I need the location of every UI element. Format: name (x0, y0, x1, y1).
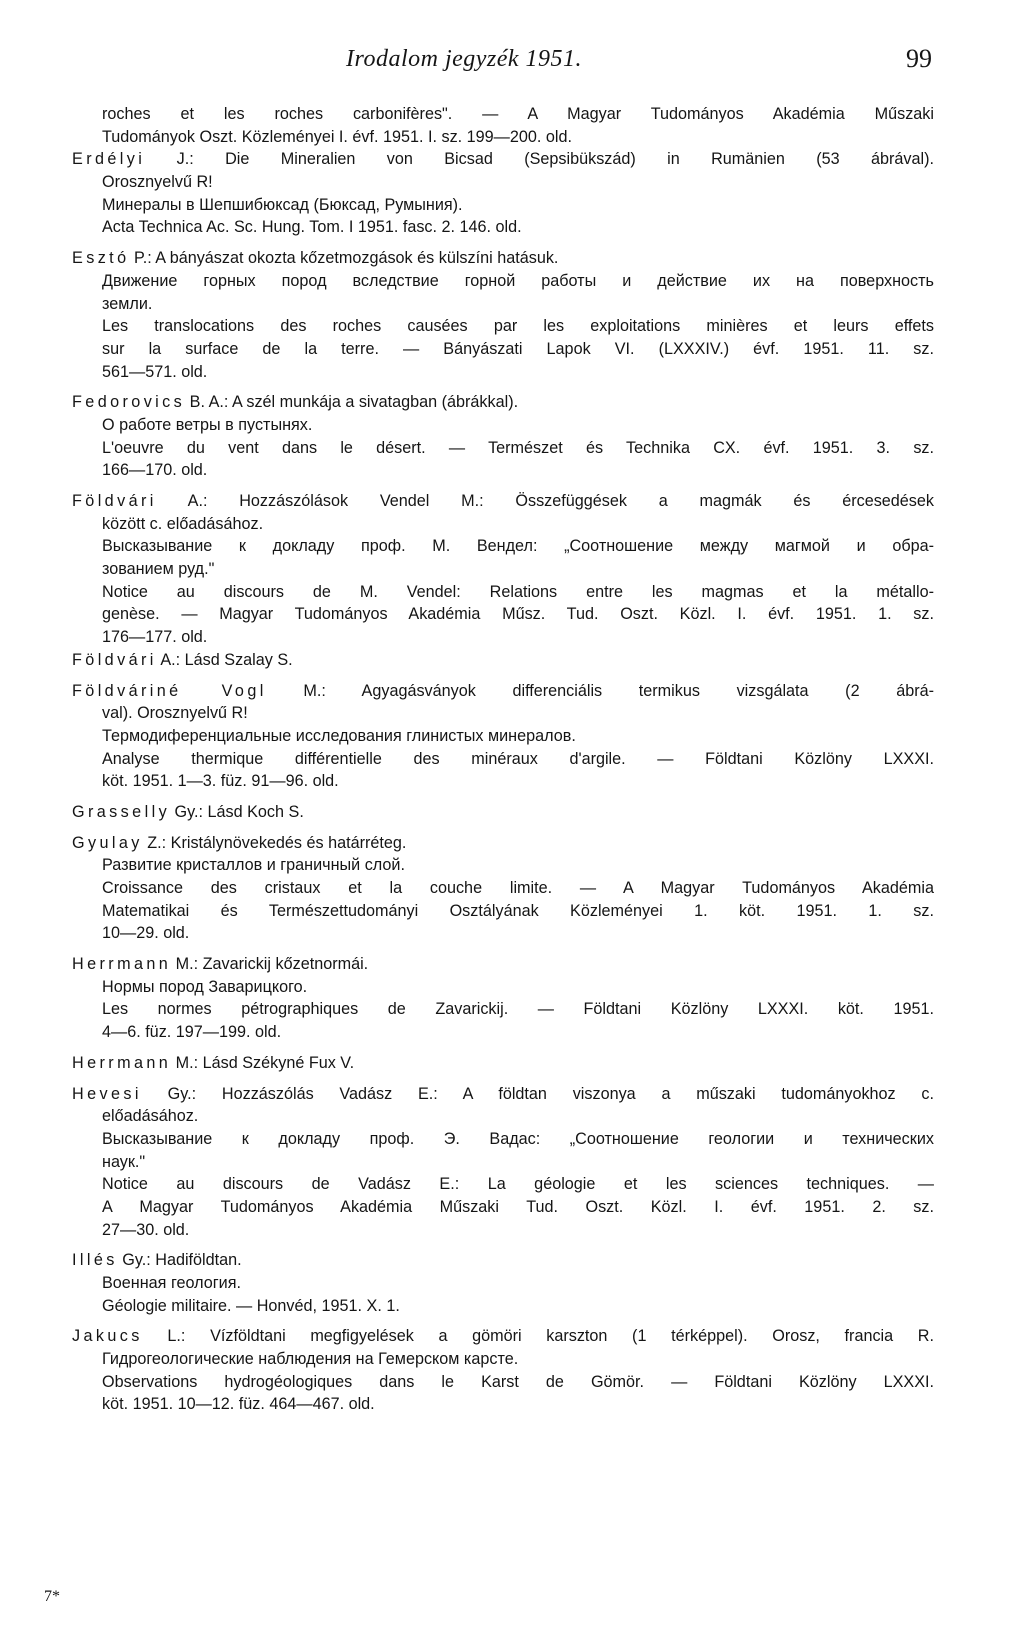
entry-text: Развитие кристаллов и граничный слой. (102, 856, 405, 875)
entry-line (72, 900, 934, 923)
entry-first-line (72, 801, 934, 824)
entry-text: наук." (102, 1152, 146, 1171)
entry-text: 166—170. old. (102, 461, 208, 480)
entry-text: P.: A bányászat okozta kőzetmozgások és külszíni hatásuk. (129, 249, 559, 268)
entry-line (72, 748, 934, 771)
author-name: Fedorovics (72, 393, 186, 412)
entry-line (72, 293, 934, 316)
author-name: Jakucs (72, 1327, 143, 1346)
entry-text: Notice au discours de M. Vendel: Relations entre les magmas et la métallo- (102, 582, 934, 601)
entry-line (72, 702, 934, 725)
entry-gap (72, 1241, 934, 1249)
author-name: Földváriné Vogl (72, 681, 267, 700)
entry-text: Gy.: Lásd Koch S. (170, 802, 304, 821)
entry-text: Gy.: Hadiföldtan. (117, 1251, 242, 1270)
entry-line (72, 194, 934, 217)
entry-line (72, 1021, 934, 1044)
entry-line (72, 877, 934, 900)
entry-line (72, 1128, 934, 1151)
entry-text: Acta Technica Ac. Sc. Hung. Tom. I 1951. fasc. 2. 146. old. (102, 218, 522, 237)
entry-first-line (72, 832, 934, 855)
entry-line (72, 725, 934, 748)
entry-text: L.: Vízföldtani megfigyelések a gömöri karszton (1 térképpel). Orosz, francia R. (142, 1327, 934, 1346)
page-number: 99 (906, 44, 932, 73)
author-name: Grasselly (72, 802, 171, 821)
entry-gap (72, 383, 934, 391)
entry-line (72, 1219, 934, 1242)
entry-text: Notice au discours de Vadász E.: La géologie et les sciences techniques. — (102, 1175, 934, 1194)
entry-gap (72, 239, 934, 247)
entry-text: Нормы пород Заварицкого. (102, 977, 308, 996)
entry-text: Высказывание к докладу проф. М. Вендел: „Соотношение между магмой и обра- (102, 537, 934, 556)
entry-line (72, 338, 934, 361)
entry-text: Les normes pétrographiques de Zavarickij. — Földtani Közlöny LXXXI. köt. 1951. (102, 1000, 934, 1019)
entry-gap (72, 1075, 934, 1083)
entry-gap (72, 945, 934, 953)
entry-text: Les translocations des roches causées par les exploitations minières et leurs effets (102, 317, 934, 336)
entry-line (72, 535, 934, 558)
entry-text: 10—29. old. (102, 924, 190, 943)
entry-first-line (72, 1325, 934, 1348)
entry-line (72, 459, 934, 482)
entry-text: Движение горных пород вследствие горной работы и действие их на поверхность (102, 271, 934, 290)
entry-line (72, 976, 934, 999)
entry-text: M.: Lásd Székyné Fux V. (171, 1053, 355, 1072)
entry-text: sur la surface de la terre. — Bányászati Lapok VI. (LXXXIV.) évf. 1951. 11. sz. (102, 339, 934, 358)
entry-text: Гидрогеологические наблюдения на Гемерском карсте. (102, 1350, 519, 1369)
entry-text: 176—177. old. (102, 628, 208, 647)
entry-line (72, 998, 934, 1021)
entry-line (72, 513, 934, 536)
entry-text: 27—30. old. (102, 1220, 190, 1239)
entry-text: M.: Zavarickij kőzetnormái. (171, 955, 369, 974)
entry-first-line (72, 1083, 934, 1106)
entry-first-line (72, 1249, 934, 1272)
entry-first-line (72, 649, 934, 672)
author-name: Herrmann (72, 955, 172, 974)
author-name: Földvári (72, 492, 157, 510)
entry-gap (72, 824, 934, 832)
entry-text: зованием руд." (102, 560, 215, 579)
entry-line (72, 1196, 934, 1219)
entry-line (72, 103, 934, 126)
entry-text: köt. 1951. 1—3. füz. 91—96. old. (102, 772, 339, 791)
entry-text: Tudományok Oszt. Közleményei I. évf. 1951. I. sz. 199—200. old. (102, 127, 572, 146)
entry-text: között c. előadásához. (102, 514, 264, 533)
entry-text: Военная геология. (102, 1274, 241, 1292)
entry-line (72, 922, 934, 945)
entry-line (72, 770, 934, 793)
entry-first-line (72, 953, 934, 976)
author-name: Hevesi (72, 1084, 142, 1103)
entry-text: Термодиференциальные исследования глинистых минералов. (102, 726, 576, 745)
entry-first-line (72, 148, 934, 171)
author-name: Erdélyi (72, 150, 146, 169)
entry-first-line (72, 490, 934, 513)
entry-first-line (72, 391, 934, 414)
author-name: Illés (72, 1251, 118, 1270)
entry-line (72, 854, 934, 877)
entry-text: 4—6. füz. 197—199. old. (102, 1023, 282, 1042)
entry-line (72, 1348, 934, 1371)
entry-first-line (72, 1052, 934, 1075)
bibliography-body (72, 103, 934, 1416)
entry-line (72, 1295, 934, 1318)
entry-text: Минералы в Шепшибюксад (Бюксад, Румыния). (102, 195, 463, 214)
entry-text: J.: Die Mineralien von Bicsad (Sepsibükszád) in Rumänien (53 ábrával). (145, 150, 934, 169)
entry-text: A.: Lásd Szalay S. (156, 650, 293, 669)
page-header (0, 46, 1024, 86)
entry-gap (72, 1044, 934, 1052)
entry-line (72, 626, 934, 649)
author-name: Gyulay (72, 833, 143, 852)
entry-line (72, 171, 934, 194)
entry-text: Gy.: Hozzászólás Vadász E.: A földtan viszonya a műszaki tudományokhoz c. (141, 1084, 934, 1103)
entry-text: Orosznyelvű R! (102, 173, 213, 192)
entry-text: M.: Agyagásványok differenciális termikus vizsgálata (2 ábrá- (266, 681, 934, 700)
entry-line (72, 414, 934, 437)
author-name: Herrmann (72, 1053, 172, 1072)
entry-text: Высказывание к докладу проф. Э. Вадас: „Соотношение геологии и технических (102, 1129, 934, 1148)
entry-line (72, 216, 934, 239)
entry-line (72, 315, 934, 338)
entry-gap (72, 1317, 934, 1325)
entry-text: A Magyar Tudományos Akadémia Műszaki Tud. Oszt. Közl. I. évf. 1951. 2. sz. (102, 1197, 934, 1216)
entry-text: L'oeuvre du vent dans le désert. — Természet és Technika CX. évf. 1951. 3. sz. (102, 438, 934, 457)
entry-text: genèse. — Magyar Tudományos Akadémia Műsz. Tud. Oszt. Közl. I. évf. 1951. 1. sz. (102, 605, 934, 624)
entry-text: Croissance des cristaux et la couche limite. — A Magyar Tudományos Akadémia (102, 879, 934, 897)
entry-text: Matematikai és Természettudományi Osztályának Közleményei 1. köt. 1951. 1. sz. (102, 901, 934, 920)
entry-text: Analyse thermique différentielle des minéraux d'argile. — Földtani Közlöny LXXXI. (102, 749, 934, 768)
entry-text: roches et les roches carbonifères". — A Magyar Tudományos Akadémia Műszaki (102, 105, 934, 123)
author-name: Földvári (72, 650, 157, 669)
entry-line (72, 581, 934, 604)
entry-line (72, 1173, 934, 1196)
entry-text: A.: Hozzászólások Vendel M.: Összefüggések a magmák és ércesedések (156, 492, 934, 510)
entry-line (72, 1393, 934, 1416)
entry-first-line (72, 247, 934, 270)
entry-text: Géologie militaire. — Honvéd, 1951. X. 1. (102, 1296, 400, 1315)
entry-first-line (72, 680, 934, 703)
entry-text: val). Orosznyelvű R! (102, 704, 248, 723)
entry-gap (72, 482, 934, 490)
entry-text: B. A.: A szél munkája a sivatagban (ábrákkal). (185, 393, 519, 412)
entry-text: Observations hydrogéologiques dans le Karst de Gömör. — Földtani Közlöny LXXXI. (102, 1372, 934, 1391)
entry-line (72, 270, 934, 293)
entry-text: előadásához. (102, 1107, 199, 1126)
entry-gap (72, 672, 934, 680)
entry-gap (72, 793, 934, 801)
entry-text: 561—571. old. (102, 362, 208, 381)
author-name: Esztó (72, 249, 130, 268)
signature-mark: 7* (44, 1588, 60, 1605)
entry-line (72, 1151, 934, 1174)
entry-line (72, 361, 934, 384)
entry-line (72, 1272, 934, 1295)
entry-text: О работе ветры в пустынях. (102, 415, 313, 434)
entry-line (72, 437, 934, 460)
entry-line (72, 1371, 934, 1394)
entry-text: земли. (102, 294, 153, 313)
entry-line (72, 126, 934, 149)
entry-text: Z.: Kristálynövekedés és határréteg. (142, 833, 407, 852)
running-head: Irodalom jegyzék 1951. (346, 46, 583, 72)
entry-line (72, 1105, 934, 1128)
entry-line (72, 603, 934, 626)
entry-text: köt. 1951. 10—12. füz. 464—467. old. (102, 1395, 375, 1414)
entry-line (72, 558, 934, 581)
